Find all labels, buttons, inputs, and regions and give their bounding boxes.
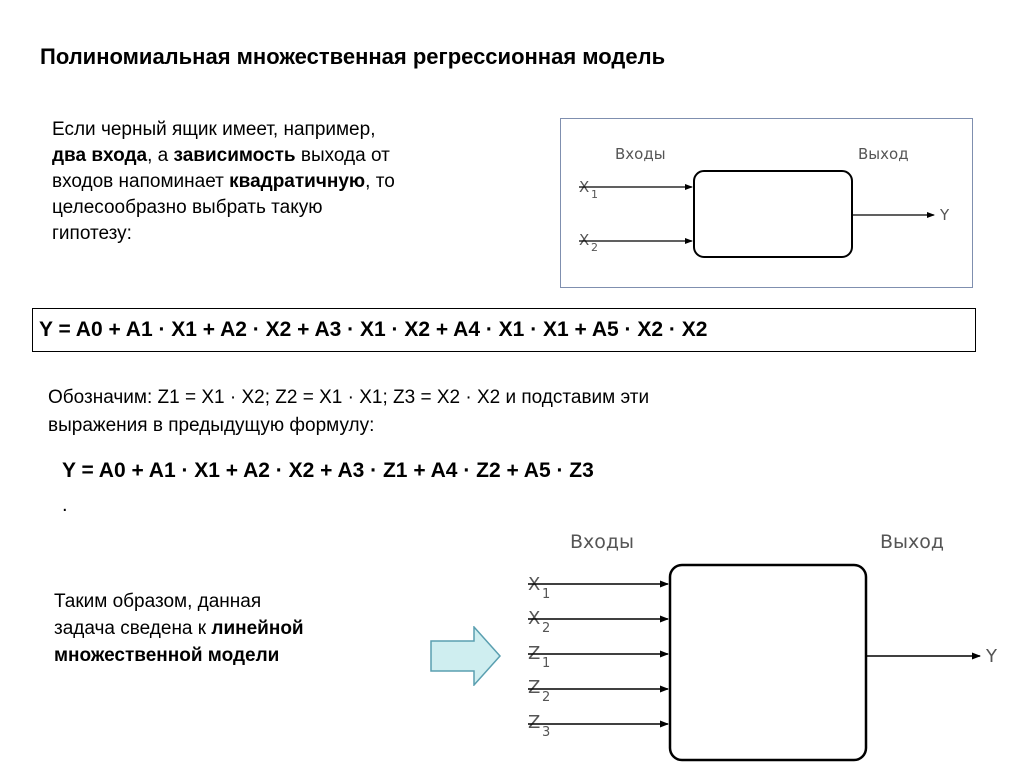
black-box bbox=[694, 171, 852, 257]
linear-formula: Y = A0 + A1 · X1 + A2 · X2 + A3 · Z1 + A4 · Z2 + A5 · Z3 bbox=[62, 459, 594, 482]
input-letter: Z bbox=[528, 643, 541, 664]
conclusion-bold-multiple-model: множественной модели bbox=[54, 645, 280, 666]
input-index: 1 bbox=[591, 188, 598, 201]
input-letter: X bbox=[579, 178, 590, 196]
black-box-diagram-five-inputs bbox=[510, 520, 1010, 770]
intro-text: , то bbox=[365, 171, 395, 192]
inputs-label: Входы bbox=[615, 145, 666, 163]
input-index: 3 bbox=[542, 725, 551, 740]
output-y bbox=[866, 646, 998, 667]
output-letter: Y bbox=[986, 646, 997, 667]
substitution-line-2: выражения в предыдущую формулу: bbox=[48, 415, 375, 436]
input-index: 2 bbox=[542, 690, 551, 705]
substitution-line-1: Обозначим: Z1 = X1 · X2; Z2 = X1 · X1; Z3 = X2 · X2 и подставим эти bbox=[48, 387, 650, 408]
page-title: Полиномиальная множественная регрессионная модель bbox=[40, 44, 666, 69]
black-box bbox=[670, 565, 866, 760]
diagram-five-inputs-svg bbox=[510, 520, 1010, 765]
conclusion-bold-linear: линейной bbox=[211, 618, 304, 639]
input-index: 2 bbox=[591, 241, 598, 254]
intro-text: , а bbox=[147, 145, 174, 166]
quadratic-formula-box bbox=[32, 308, 976, 352]
intro-bold-quadratic: квадратичную bbox=[229, 171, 366, 192]
conclusion-paragraph bbox=[54, 588, 424, 669]
intro-text: входов напоминает bbox=[52, 171, 230, 192]
conclusion-line-1: Таким образом, данная bbox=[54, 591, 262, 612]
input-letter: Z bbox=[528, 677, 541, 698]
intro-text: выхода от bbox=[295, 145, 390, 166]
conclusion-line-2 bbox=[54, 615, 424, 642]
input-z2 bbox=[528, 677, 668, 705]
output-y bbox=[852, 206, 950, 224]
input-z1 bbox=[528, 643, 668, 671]
input-x2 bbox=[579, 231, 692, 254]
quadratic-formula: Y = A0 + A1 · X1 + A2 · X2 + A3 · X1 · X2 + A4 · X1 · X1 + A5 · X2 · X2 bbox=[39, 318, 708, 341]
intro-bold-dependency: зависимость bbox=[173, 145, 296, 166]
input-x1 bbox=[528, 574, 668, 602]
input-index: 1 bbox=[542, 656, 551, 671]
formula-dot: . bbox=[62, 494, 68, 516]
black-box-diagram-two-inputs bbox=[560, 118, 973, 288]
input-letter: Z bbox=[528, 712, 541, 733]
diagram-two-inputs-svg bbox=[561, 119, 972, 287]
input-letter: X bbox=[579, 231, 590, 249]
intro-line-4: целесообразно выбрать такую bbox=[52, 197, 323, 218]
input-index: 1 bbox=[542, 587, 551, 602]
input-index: 2 bbox=[542, 621, 551, 636]
intro-paragraph bbox=[52, 117, 532, 247]
intro-line-3 bbox=[52, 169, 532, 195]
conclusion-text: задача сведена к bbox=[54, 618, 212, 639]
intro-line-5: гипотезу: bbox=[52, 223, 132, 244]
intro-bold-two-inputs: два входа bbox=[52, 145, 148, 166]
input-z3 bbox=[528, 712, 668, 740]
output-label: Выход bbox=[858, 145, 909, 163]
conclusion-line-3 bbox=[54, 642, 424, 669]
inputs-label: Входы bbox=[570, 531, 635, 553]
substitution-paragraph bbox=[48, 384, 948, 440]
intro-line-1: Если черный ящик имеет, например, bbox=[52, 119, 376, 140]
output-letter: Y bbox=[940, 206, 950, 224]
input-x1 bbox=[579, 178, 692, 201]
input-letter: X bbox=[528, 608, 541, 629]
input-x2 bbox=[528, 608, 668, 636]
right-arrow-shape bbox=[430, 626, 502, 691]
intro-line-2 bbox=[52, 143, 532, 169]
right-arrow-icon bbox=[430, 626, 502, 686]
output-label: Выход bbox=[880, 531, 945, 553]
input-letter: X bbox=[528, 574, 541, 595]
